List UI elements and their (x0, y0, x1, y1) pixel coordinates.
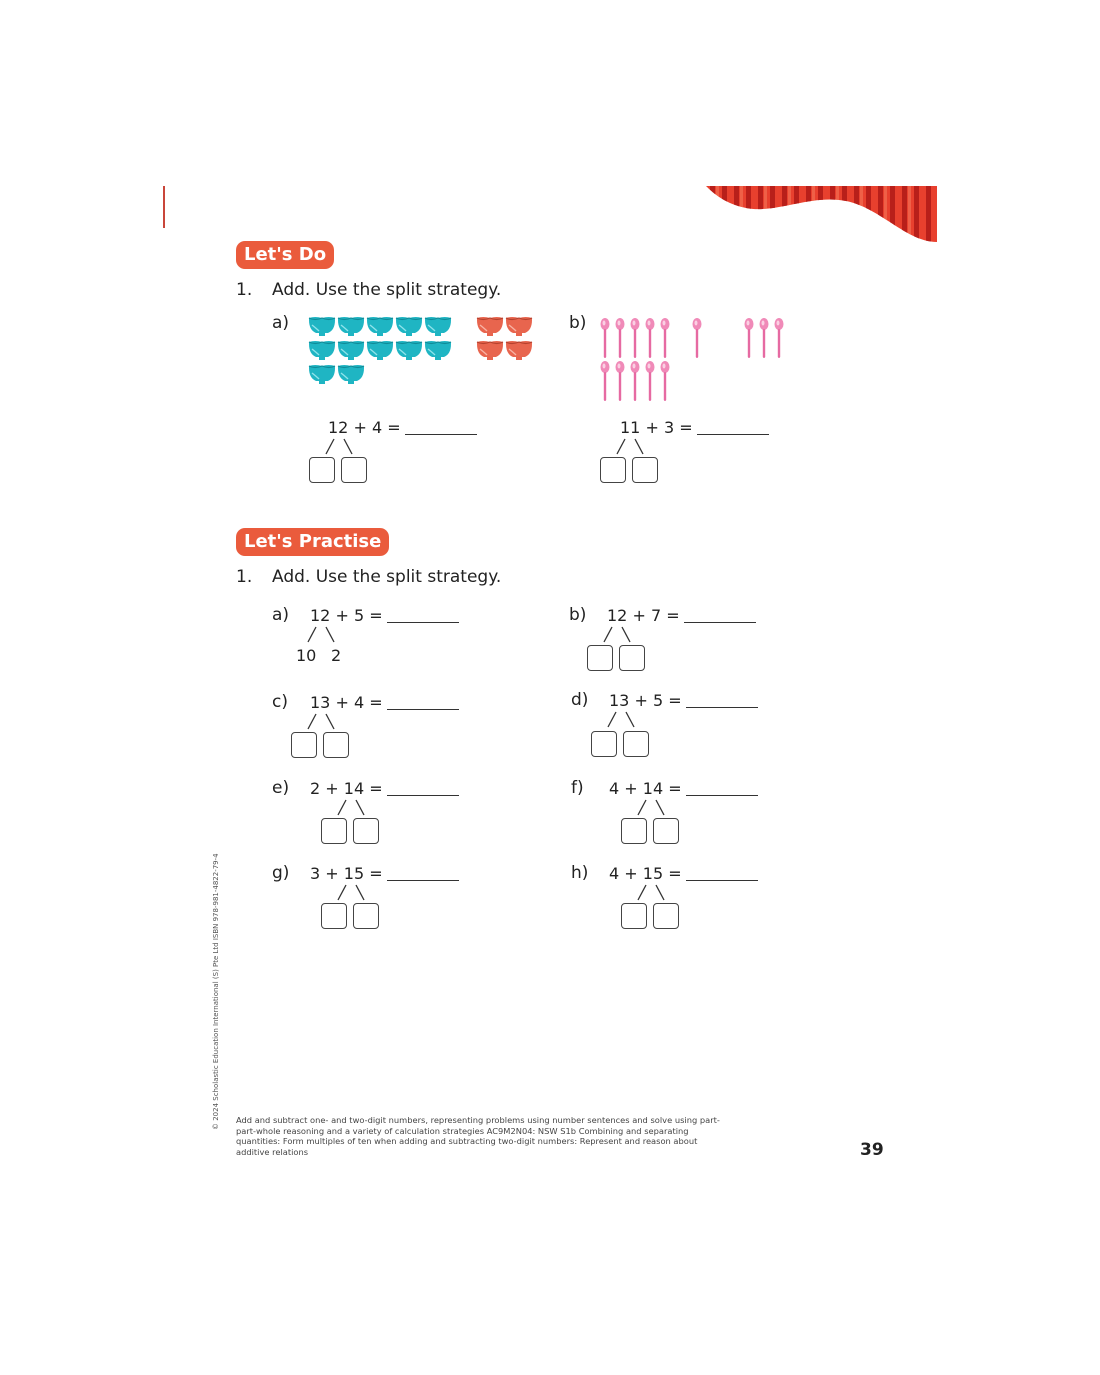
practise-c-equation: 13 + 4 = (310, 693, 459, 712)
split-box[interactable] (619, 645, 645, 671)
split-box[interactable] (309, 457, 335, 483)
lets-practise-number: 1. (236, 567, 253, 587)
practise-d-equation: 13 + 5 = (609, 691, 758, 710)
practise-g-label: g) (272, 863, 290, 883)
answer-blank[interactable] (686, 707, 758, 708)
practise-h-equation: 4 + 15 = (609, 864, 758, 883)
split-box[interactable] (321, 903, 347, 929)
lets-do-a-label: a) (272, 313, 290, 333)
split-lines (609, 438, 653, 456)
lets-do-number: 1. (236, 280, 253, 300)
crop-mark (163, 186, 165, 228)
split-lines (300, 713, 344, 731)
split-box[interactable] (653, 818, 679, 844)
practise-a-equation: 12 + 5 = (310, 606, 459, 625)
split-box[interactable] (321, 818, 347, 844)
lets-do-a-equation: 12 + 4 = (328, 418, 477, 437)
split-box[interactable] (621, 903, 647, 929)
page-number: 39 (860, 1140, 884, 1160)
split-lines (300, 626, 344, 644)
lets-practise-instruction: Add. Use the split strategy. (272, 567, 502, 587)
split-part: 2 (331, 646, 342, 665)
split-box[interactable] (291, 732, 317, 758)
practise-f-equation: 4 + 14 = (609, 779, 758, 798)
teal-bowls (309, 317, 451, 384)
lets-do-b-equation: 11 + 3 = (620, 418, 769, 437)
lets-practise-heading: Let's Practise (236, 528, 389, 556)
split-lines (600, 711, 644, 729)
split-box[interactable] (353, 818, 379, 844)
practise-f-label: f) (571, 778, 584, 798)
coral-bowls (477, 317, 532, 360)
answer-blank[interactable] (387, 795, 459, 796)
practise-a-label: a) (272, 605, 290, 625)
split-lines (596, 626, 640, 644)
split-box[interactable] (621, 818, 647, 844)
split-part: 10 (296, 646, 317, 665)
split-box[interactable] (353, 903, 379, 929)
split-box[interactable] (323, 732, 349, 758)
practise-e-equation: 2 + 14 = (310, 779, 459, 798)
curriculum-standards: Add and subtract one- and two-digit numbers, representing problems using number sentences and solve using part-part-whole reasoning and a variety of calculation strategies AC9M2N04: NSW S1b Combining and separating quantities: Form multiples of ten when adding and subtracting two-digit numbers: Represent and reason about additive relations (236, 1115, 720, 1157)
answer-blank[interactable] (387, 622, 459, 623)
split-box[interactable] (341, 457, 367, 483)
practise-b-label: b) (569, 605, 587, 625)
split-lines (330, 884, 374, 902)
practise-b-equation: 12 + 7 = (607, 606, 756, 625)
split-lines (630, 799, 674, 817)
practise-h-label: h) (571, 863, 589, 883)
answer-blank[interactable] (387, 709, 459, 710)
copyright-notice: © 2024 Scholastic Education International (S) Pte Ltd ISBN 978-981-4822-79-4 (212, 853, 220, 1130)
striped-banner (706, 186, 937, 242)
answer-blank[interactable] (684, 622, 756, 623)
answer-blank[interactable] (697, 434, 769, 435)
split-box[interactable] (587, 645, 613, 671)
split-box[interactable] (653, 903, 679, 929)
practise-d-label: d) (571, 690, 589, 710)
bowl-group (306, 314, 538, 386)
split-lines (630, 884, 674, 902)
split-box[interactable] (623, 731, 649, 757)
answer-blank[interactable] (387, 880, 459, 881)
practise-e-label: e) (272, 778, 290, 798)
split-box[interactable] (600, 457, 626, 483)
practise-c-label: c) (272, 692, 288, 712)
lets-do-instruction: Add. Use the split strategy. (272, 280, 502, 300)
split-lines (330, 799, 374, 817)
lets-do-b-label: b) (569, 313, 587, 333)
split-box[interactable] (591, 731, 617, 757)
answer-blank[interactable] (405, 434, 477, 435)
answer-blank[interactable] (686, 880, 758, 881)
spoon-group (598, 316, 792, 404)
split-lines (318, 438, 362, 456)
answer-blank[interactable] (686, 795, 758, 796)
split-box[interactable] (632, 457, 658, 483)
practise-g-equation: 3 + 15 = (310, 864, 459, 883)
lets-do-heading: Let's Do (236, 241, 334, 269)
